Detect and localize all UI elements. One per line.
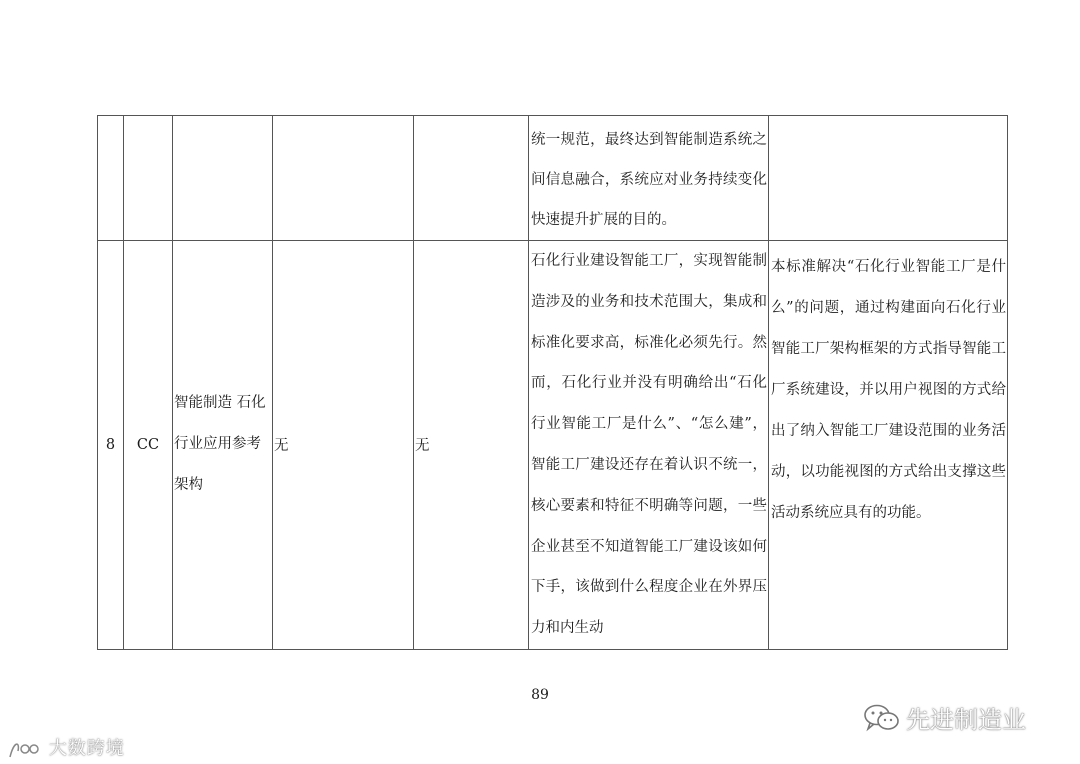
cell-description-continued: 统一规范，最终达到智能制造系统之间信息融合，系统应对业务持续变化快速提升扩展的目的。 — [529, 116, 769, 241]
cell-standard-name: 智能制造 石化行业应用参考架构 — [173, 241, 273, 650]
cell-col4: 无 — [273, 241, 414, 650]
table-row-continued — [98, 116, 1008, 241]
watermark-right-text: 先进制造业 — [906, 706, 1026, 734]
cell-description: 石化行业建设智能工厂，实现智能制造涉及的业务和技术范围大，集成和标准化要求高，标准化必须先行。然而，石化行业并没有明确给出“石化行业智能工厂是什么”、“怎么建”，智能工厂建设还存在着认识不统一，核心要素和特征不明确等问题，一些企业甚至不知道智能工厂建设该如何下手，该做到什么程度企业在外界压力和内生动 — [529, 241, 769, 650]
watermark-left — [8, 734, 125, 760]
cell-purpose: 本标准解决“石化行业智能工厂是什么”的问题，通过构建面向石化行业智能工厂架构框架的方式指导智能工厂系统建设，并以用户视图的方式给出了纳入智能工厂建设范围的业务活动，以功能视图的方式给出支撑这些活动系统应具有的功能。 — [769, 241, 1008, 650]
watermark-left-text: 大数跨境 — [48, 738, 125, 759]
standards-table — [97, 115, 1008, 650]
wechat-icon — [862, 703, 900, 733]
watermark-right — [862, 700, 1026, 735]
cell-no-empty — [98, 116, 124, 241]
table-row-8 — [98, 241, 1008, 650]
cell-name-empty — [173, 116, 273, 241]
brand-logo-icon — [8, 739, 40, 759]
page-number: 89 — [531, 687, 549, 703]
cell-code-empty — [124, 116, 173, 241]
cell-col5: 无 — [414, 241, 529, 650]
cell-col4-empty — [273, 116, 414, 241]
cell-row-number: 8 — [98, 241, 124, 650]
cell-col7-empty — [769, 116, 1008, 241]
cell-code: CC — [124, 241, 173, 650]
cell-col5-empty — [414, 116, 529, 241]
